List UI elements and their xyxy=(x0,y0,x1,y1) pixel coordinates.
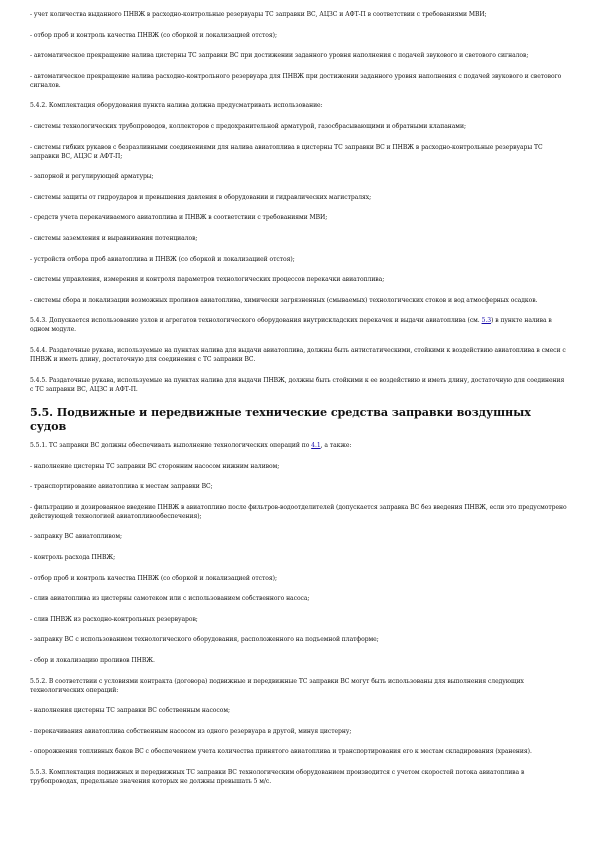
requirements-list-bottom xyxy=(30,462,568,786)
list-item: - слив авиатоплива из цистерны самотеком или с использованием собственного насоса; xyxy=(30,595,310,603)
list-item: - средств учета перекачиваемого авиатоплива и ПНВЖ в соответствии с требованиями МВИ; xyxy=(30,214,328,222)
list-item: - автоматическое прекращение налива цистерны ТС заправки ВС при достижении заданного уровня наполнения с подачей звукового и светового сигналов; xyxy=(30,52,529,60)
list-item: - запорной и регулирующей арматуры; xyxy=(30,173,154,181)
list-item: - заправку ВС авиатопливом; xyxy=(30,533,122,541)
list-item: - заправку ВС с использованием технологического оборудования, расположенного на подъемной платформе; xyxy=(30,636,379,644)
list-item: - отбор проб и контроль качества ПНВЖ (со сборкой и локализацией отстоя); xyxy=(30,31,277,39)
paragraph-5-4-3: 5.4.3. Допускается использование узлов и агрегатов технологического оборудования внутрискладских перекачек и выдачи авиатоплива (см. 5.3) в пункте налива в одном модуле. xyxy=(30,317,552,334)
list-item: - устройств отбора проб авиатоплива и ПНВЖ (со сборкой и локализацией отстоя); xyxy=(30,255,295,263)
list-item: - транспортирование авиатоплива к местам заправки ВС; xyxy=(30,483,213,491)
list-item: 5.5.3. Комплектация подвижных и передвижных ТС заправки ВС технологическим оборудованием производится с учетом скоростей потока авиатоплива в трубопроводах, предельные значения которых не должны превышать 5 м/с. xyxy=(30,769,525,785)
link-section-5-3[interactable]: 5.3 xyxy=(481,317,492,325)
list-item: - наполнение цистерны ТС заправки ВС сторонним насосом нижним наливом; xyxy=(30,462,280,470)
list-item: - контроль расхода ПНВЖ; xyxy=(30,554,116,562)
list-item: 5.5.2. В соответствии с условиями контракта (договора) подвижные и передвижные ТС заправки ВС могут быть использованы для выполнения следующих технологических операций: xyxy=(30,677,524,694)
list-item: - системы сбора и локализации возможных проливов авиатоплива, химически загрязненных (смываемых) технологических стоков и вод атмосферных осадков. xyxy=(30,296,538,304)
list-item: - отбор проб и контроль качества ПНВЖ (со сборкой и локализацией отстоя); xyxy=(30,574,277,582)
list-item: - системы защиты от гидроударов и превышения давления в оборудовании и гидравлических магистралях; xyxy=(30,193,372,201)
paragraph-5-4-4: 5.4.4. Раздаточные рукава, используемые на пунктах налива для выдачи авиатоплива, должны быть антистатическими, стойкими к воздействию авиатоплива в смеси с ПНВЖ и иметь длину, достаточную для соединения с ТС заправки ВС. xyxy=(30,346,566,363)
list-item: - учет количества выданного ПНВЖ в расходно-контрольные резервуары ТС заправки ВС, АЦЗС и АФТ-П в соответствии с требованиями МВИ; xyxy=(30,11,487,18)
document-page xyxy=(30,10,568,798)
list-item: - системы заземления и выравнивания потенциалов; xyxy=(30,234,198,242)
paragraph-5-5-1: 5.5.1. ТС заправки ВС должны обеспечивать выполнение технологических операций по 4.1, а также: xyxy=(30,442,352,450)
list-item: - системы управления, измерения и контроля параметров технологических процессов перекачки авиатоплива; xyxy=(30,276,385,284)
list-item: - сбор и локализацию проливов ПНВЖ. xyxy=(30,657,155,665)
list-item: - перекачивания авиатоплива собственным насосом из одного резервуара в другой, минуя цистерну; xyxy=(30,727,352,735)
list-item: - фильтрацию и дозированное введение ПНВЖ в авиатопливо после фильтров-водоотделителей (допускается заправка ВС без введения ПНВЖ, если это предусмотрено действующей технологией авиатопливообеспечения); xyxy=(30,503,567,520)
list-item: - наполнения цистерны ТС заправки ВС собственным насосом; xyxy=(30,707,230,715)
section-heading-5-5: 5.5. Подвижные и передвижные технические средства заправки воздушных судов xyxy=(30,405,531,434)
list-item: - автоматическое прекращение налива расходно-контрольного резервуара для ПНВЖ при достижении заданного уровня наполнения с подачей звукового и светового сигналов. xyxy=(30,72,562,89)
list-item: - слив ПНВЖ из расходно-контрольных резервуаров; xyxy=(30,615,198,623)
list-item: - опорожнения топливных баков ВС с обеспечением учета количества принятого авиатоплива и транспортирования его к местам складирования (хранения). xyxy=(30,748,532,756)
list-item: 5.4.2. Комплектация оборудования пункта налива должна предусматривать использование: xyxy=(30,102,323,110)
requirements-list-top xyxy=(30,10,568,305)
list-item: - системы технологических трубопроводов, коллекторов с предохранительной арматурой, газосбрасывающими и обратными клапанами; xyxy=(30,122,466,130)
list-item: - системы гибких рукавов с безразливными соединениями для налива авиатоплива в цистерны ТС заправки ВС и ПНВЖ в расходно-контрольные резервуары ТС заправки ВС, АЦЗС и АФТ-П; xyxy=(30,143,543,160)
link-section-4-1[interactable]: 4.1 xyxy=(311,442,321,450)
paragraph-5-4-5: 5.4.5. Раздаточные рукава, используемые на пунктах налива для выдачи ПНВЖ, должны быть стойкими к ее воздействию и иметь длину, достаточную для соединения с ТС заправки ВС, АЦЗС и АФТ-П. xyxy=(30,376,565,393)
